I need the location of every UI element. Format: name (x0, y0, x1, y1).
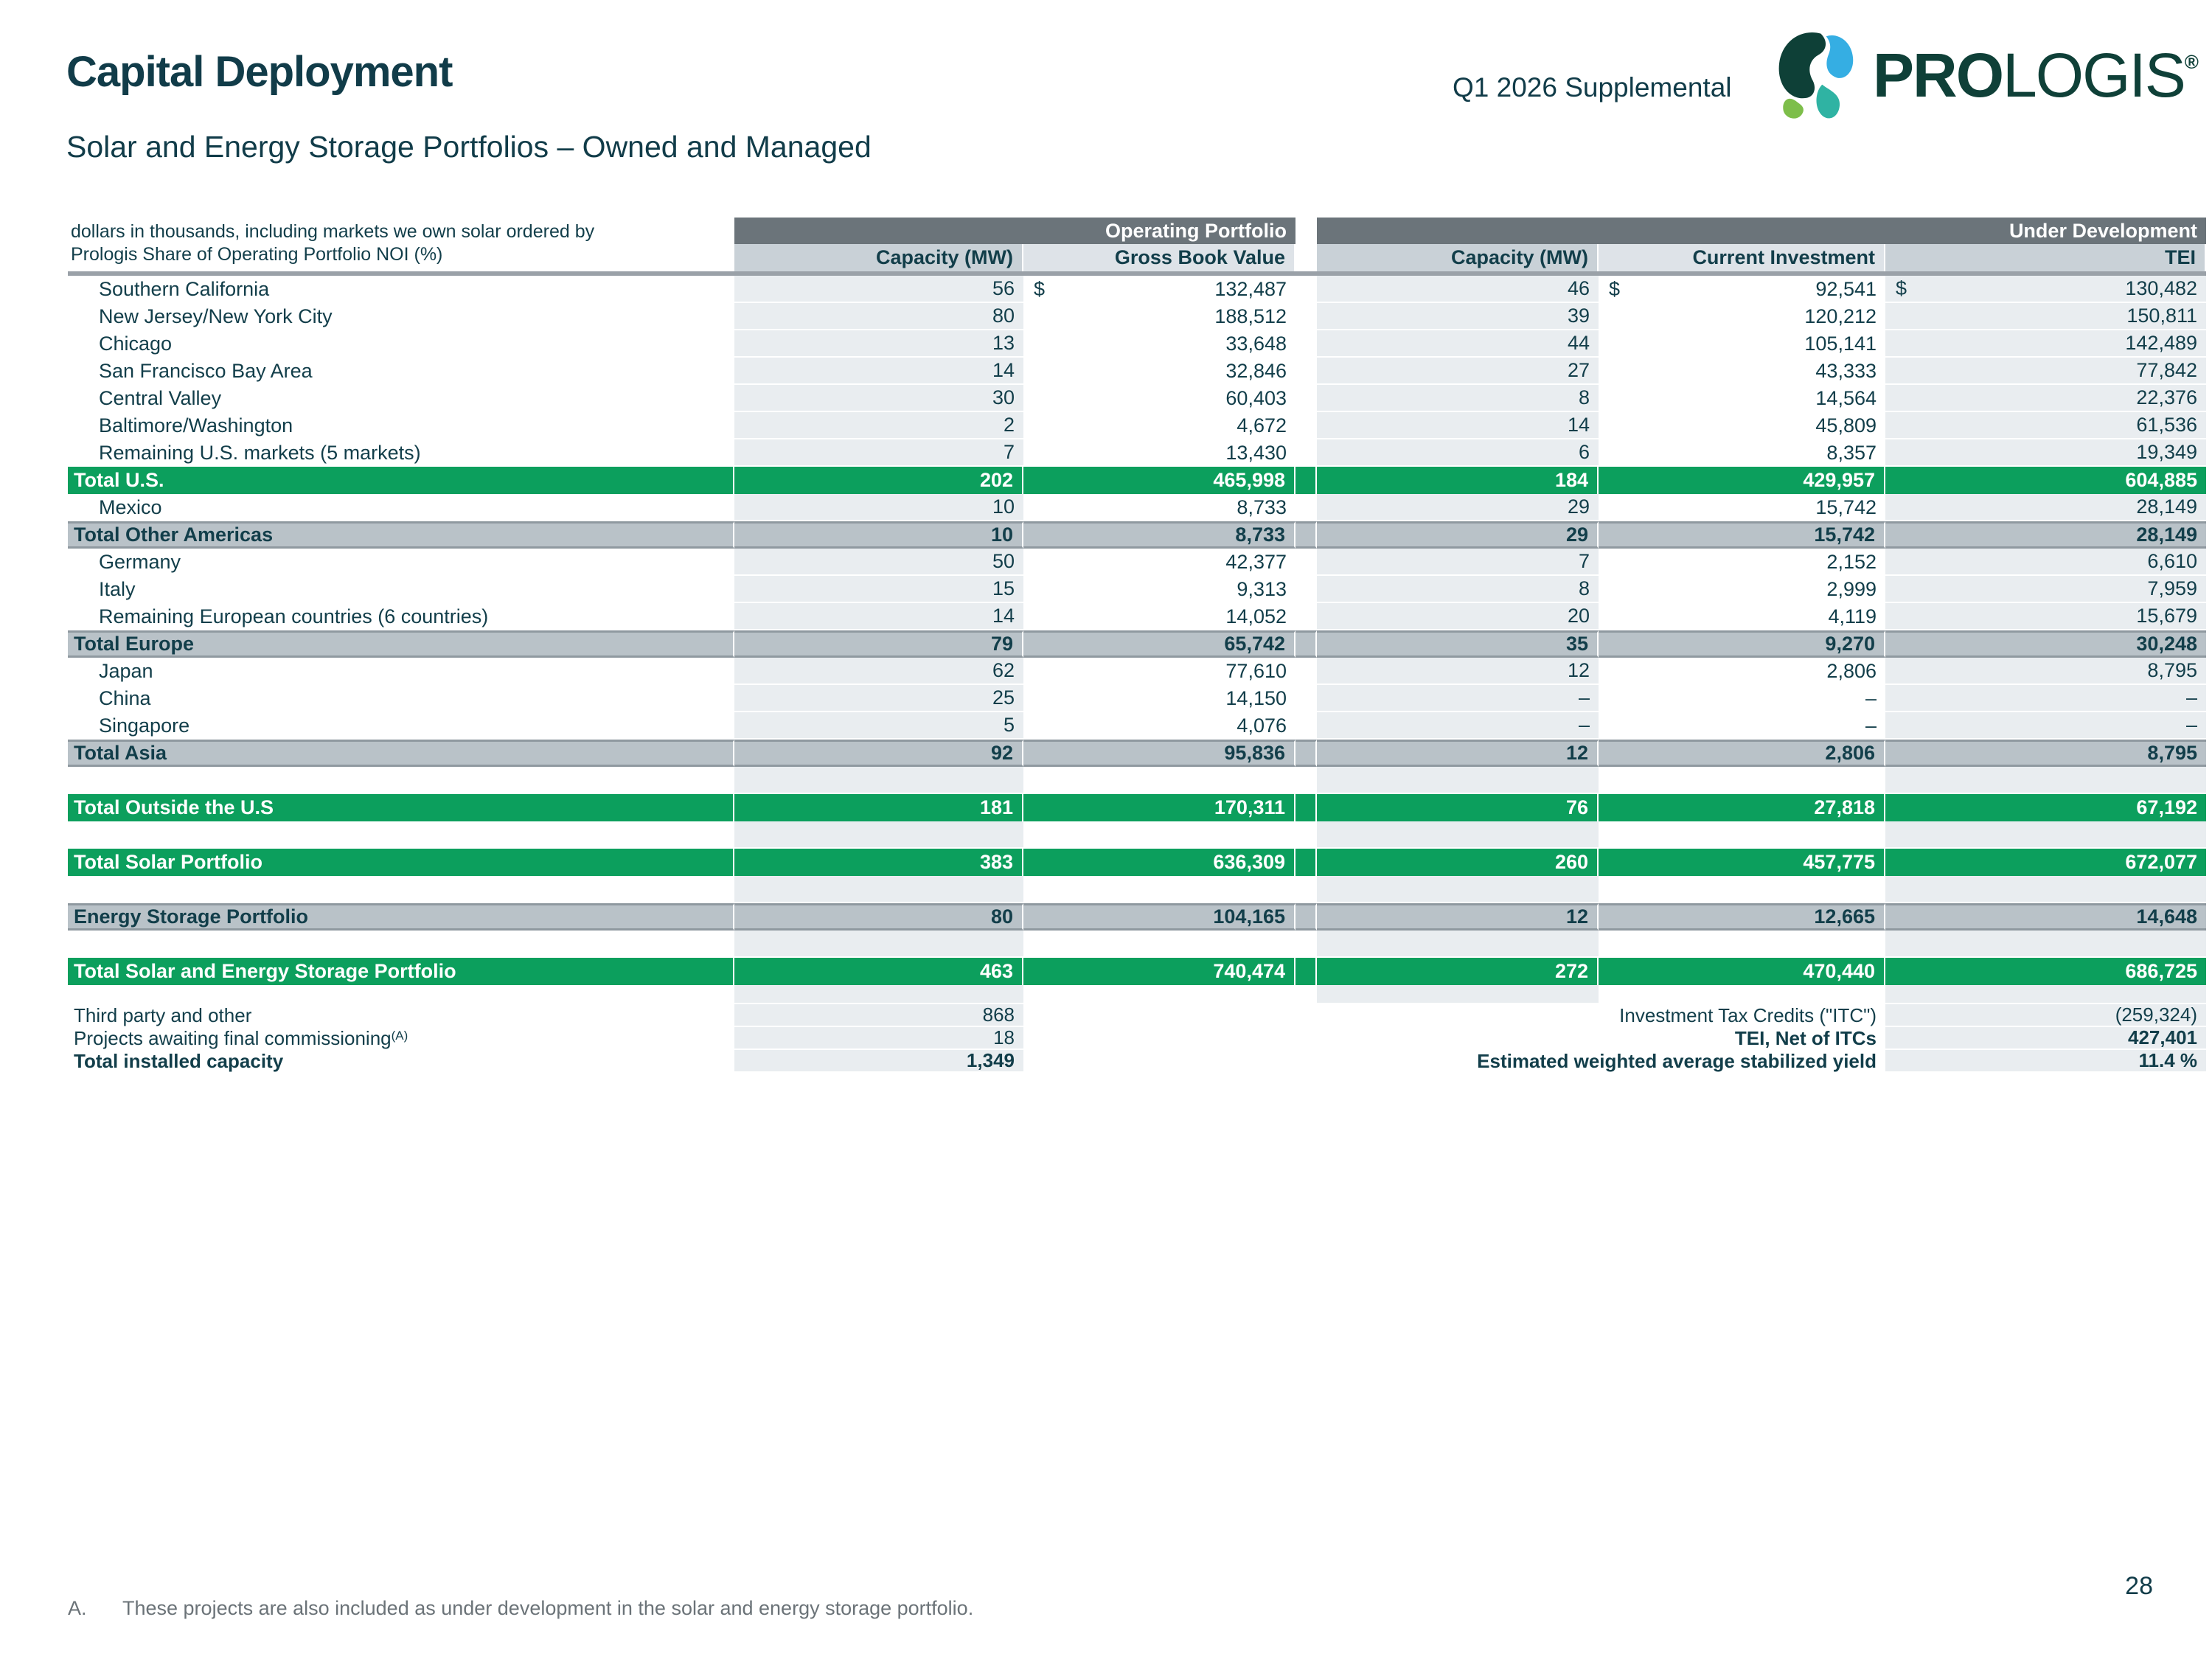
cell-tei: 28,149 (1885, 521, 2206, 549)
cell-gross-book-value (1023, 276, 1295, 303)
cell-current-investment: 14,564 (1815, 387, 1877, 409)
group-gap (1295, 876, 1317, 903)
cell-gross-book-value: 188,512 (1214, 305, 1287, 327)
group-gap (1295, 576, 1317, 603)
page-number: 28 (2125, 1572, 2153, 1600)
group-gap (1295, 767, 1317, 794)
row-label: Baltimore/Washington (99, 414, 293, 437)
row-label: China (99, 687, 151, 709)
total-row-label: Total Solar Portfolio (68, 849, 734, 876)
cell-capacity-mw-dev: 44 (1317, 330, 1599, 358)
cell-current-investment: 429,957 (1599, 467, 1885, 494)
cell-value: 132,487 (1214, 278, 1287, 300)
cell-tei: 22,376 (1885, 385, 2206, 412)
cell-capacity-mw: 80 (734, 303, 1023, 330)
cell-capacity-mw-dev: 20 (1317, 603, 1599, 630)
bottom-left-label-text: Total installed capacity (74, 1050, 284, 1072)
spacer-row-label (68, 767, 734, 794)
total-row-label: Total Outside the U.S (68, 794, 734, 821)
cell-tei: 77,842 (1885, 358, 2206, 385)
cell-current-investment: 105,141 (1804, 333, 1877, 355)
cell-gross-book-value: 4,076 (1237, 714, 1287, 737)
cell-gross-book-value: 95,836 (1023, 740, 1295, 767)
total-row-label: Total Solar and Energy Storage Portfolio (68, 958, 734, 985)
spacer-cell (734, 821, 1023, 849)
cell-capacity-mw: 5 (734, 712, 1023, 740)
cell-tei: 8,795 (1885, 658, 2206, 685)
cell-tei: – (1885, 712, 2206, 740)
row-label: Japan (99, 660, 153, 682)
group-gap (1295, 467, 1317, 494)
cell-tei: 150,811 (1885, 303, 2206, 330)
bottom-right-label: Estimated weighted average stabilized yield (1477, 1050, 1877, 1072)
cell-gross-book-value: 170,311 (1023, 794, 1295, 821)
page-title: Capital Deployment (66, 48, 453, 96)
cell-capacity-mw: 10 (734, 494, 1023, 521)
group-gap (1295, 244, 1317, 271)
cell-capacity-mw-dev: 8 (1317, 576, 1599, 603)
group-gap (1295, 330, 1317, 358)
group-gap (1295, 931, 1317, 958)
cell-tei: 19,349 (1885, 439, 2206, 467)
cell-gross-book-value: 9,313 (1237, 578, 1287, 600)
cell-tei: 61,536 (1885, 412, 2206, 439)
spacer-cell (1317, 985, 1599, 1004)
cell-current-investment: 470,440 (1599, 958, 1885, 985)
bottom-left-label-text: Projects awaiting final commissioning (74, 1027, 392, 1049)
cell-tei: – (1885, 685, 2206, 712)
prologis-logo (1775, 31, 2199, 119)
spacer-cell (1885, 931, 2206, 958)
bottom-left-value: 1,349 (734, 1050, 1023, 1073)
cell-capacity-mw-dev: – (1317, 685, 1599, 712)
cell-current-investment: 15,742 (1815, 496, 1877, 518)
cell-tei: 14,648 (1885, 903, 2206, 931)
cell-capacity-mw-dev: 184 (1317, 467, 1599, 494)
cell-gross-book-value: 13,430 (1225, 442, 1287, 464)
cell-capacity-mw: 80 (734, 903, 1023, 931)
bottom-left-label (68, 1004, 734, 1027)
spacer-cell (1023, 821, 1295, 849)
bottom-right-value: (259,324) (1885, 1004, 2206, 1027)
row-label: Mexico (99, 496, 162, 518)
cell-gross-book-value: 4,672 (1237, 414, 1287, 437)
cell-tei: 604,885 (1885, 467, 2206, 494)
spacer-cell (1023, 767, 1295, 794)
spacer-cell (1885, 767, 2206, 794)
row-label: Southern California (99, 278, 270, 300)
bottom-left-value: 18 (734, 1027, 1023, 1050)
cell-capacity-mw-dev: 260 (1317, 849, 1599, 876)
cell-gross-book-value: 465,998 (1023, 467, 1295, 494)
cell-tei: 30,248 (1885, 630, 2206, 658)
logo-wordmark (1873, 41, 2199, 110)
group-header-operating-portfolio: Operating Portfolio (734, 218, 1295, 244)
cell-capacity-mw-dev: 12 (1317, 903, 1599, 931)
spacer-cell (1023, 985, 1295, 1004)
cell-gross-book-value: 77,610 (1225, 660, 1287, 682)
row-label: San Francisco Bay Area (99, 360, 313, 382)
cell-gross-book-value: 42,377 (1225, 551, 1287, 573)
cell-gross-book-value: 14,052 (1225, 605, 1287, 627)
cell-capacity-mw-dev: 29 (1317, 494, 1599, 521)
column-header-tei: TEI (1885, 244, 2206, 271)
cell-capacity-mw-dev: 76 (1317, 794, 1599, 821)
group-gap (1295, 712, 1317, 740)
cell-capacity-mw-dev: 27 (1317, 358, 1599, 385)
empty-cell (1023, 1027, 1295, 1050)
cell-capacity-mw-dev: 12 (1317, 740, 1599, 767)
group-gap (1295, 1004, 1317, 1027)
cell-current-investment: 2,152 (1826, 551, 1877, 573)
bottom-left-value: 868 (734, 1004, 1023, 1027)
bottom-right-value: 11.4 % (1885, 1050, 2206, 1073)
cell-current-investment: 4,119 (1828, 605, 1877, 627)
bottom-right-value: 427,401 (1885, 1027, 2206, 1050)
cell-gross-book-value: 33,648 (1225, 333, 1287, 355)
empty-cell (1023, 1050, 1295, 1073)
bottom-right-label: TEI, Net of ITCs (1734, 1027, 1877, 1049)
cell-capacity-mw: 79 (734, 630, 1023, 658)
cell-tei: 7,959 (1885, 576, 2206, 603)
spacer-cell (1885, 821, 2206, 849)
cell-capacity-mw: 13 (734, 330, 1023, 358)
spacer-row-label (68, 821, 734, 849)
spacer-cell (1599, 985, 1885, 1004)
cell-gross-book-value: 8,733 (1237, 496, 1287, 518)
row-label: Chicago (99, 333, 173, 355)
group-gap (1295, 358, 1317, 385)
row-label: New Jersey/New York City (99, 305, 333, 327)
logo-word-bold: PRO (1873, 41, 2003, 110)
footnote-reference: (A) (391, 1029, 408, 1043)
group-gap (1295, 685, 1317, 712)
cell-capacity-mw-dev: 46 (1317, 276, 1599, 303)
cell-capacity-mw: 50 (734, 549, 1023, 576)
dollar-sign: $ (1896, 277, 1907, 299)
spacer-cell (1317, 876, 1599, 903)
group-gap (1295, 276, 1317, 303)
cell-gross-book-value: 60,403 (1225, 387, 1287, 409)
cell-capacity-mw-dev: 35 (1317, 630, 1599, 658)
cell-tei: 686,725 (1885, 958, 2206, 985)
spacer-cell (1885, 876, 2206, 903)
group-header-under-development: Under Development (1317, 218, 2206, 244)
cell-capacity-mw-dev: 39 (1317, 303, 1599, 330)
group-gap (1295, 1027, 1317, 1050)
group-gap (1295, 958, 1317, 985)
group-gap (1295, 630, 1317, 658)
cell-current-investment: 457,775 (1599, 849, 1885, 876)
row-label: Remaining European countries (6 countries) (99, 605, 489, 627)
cell-tei: 6,610 (1885, 549, 2206, 576)
spacer-cell (1023, 876, 1295, 903)
spacer-cell (734, 767, 1023, 794)
cell-current-investment: 9,270 (1599, 630, 1885, 658)
cell-capacity-mw: 56 (734, 276, 1023, 303)
cell-current-investment (1599, 276, 1885, 303)
cell-capacity-mw: 202 (734, 467, 1023, 494)
cell-current-investment: 15,742 (1599, 521, 1885, 549)
total-row-label: Total U.S. (68, 467, 734, 494)
group-gap (1295, 549, 1317, 576)
cell-current-investment: 12,665 (1599, 903, 1885, 931)
cell-gross-book-value: 104,165 (1023, 903, 1295, 931)
cell-value: 130,482 (2125, 277, 2197, 299)
spacer-cell (1317, 767, 1599, 794)
logo-globe-icon (1775, 31, 1858, 119)
cell-capacity-mw: 62 (734, 658, 1023, 685)
cell-current-investment: 120,212 (1804, 305, 1877, 327)
group-gap (1295, 385, 1317, 412)
cell-capacity-mw-dev: 6 (1317, 439, 1599, 467)
cell-capacity-mw: 10 (734, 521, 1023, 549)
cell-capacity-mw: 383 (734, 849, 1023, 876)
cell-gross-book-value: 14,150 (1225, 687, 1287, 709)
cell-tei: 8,795 (1885, 740, 2206, 767)
cell-tei: 15,679 (1885, 603, 2206, 630)
group-gap (1295, 658, 1317, 685)
group-gap (1295, 985, 1317, 1004)
spacer-cell (1599, 821, 1885, 849)
group-gap (1295, 603, 1317, 630)
spacer-cell (734, 985, 1023, 1004)
column-header-current-investment: Current Investment (1599, 244, 1885, 271)
footnote-text: These projects are also included as under development in the solar and energy storage portfolio. (122, 1597, 974, 1619)
cell-gross-book-value: 65,742 (1023, 630, 1295, 658)
bottom-right-label: Investment Tax Credits ("ITC") (1619, 1004, 1877, 1026)
dollar-sign: $ (1609, 278, 1621, 300)
group-gap (1295, 412, 1317, 439)
spacer-cell (734, 876, 1023, 903)
spacer-cell (1317, 821, 1599, 849)
spacer-row-label (68, 876, 734, 903)
cell-current-investment: 2,999 (1826, 578, 1877, 600)
group-gap (1295, 821, 1317, 849)
cell-capacity-mw-dev: 14 (1317, 412, 1599, 439)
spacer-cell (1599, 767, 1885, 794)
bottom-left-label (68, 1027, 734, 1050)
cell-capacity-mw-dev: 29 (1317, 521, 1599, 549)
cell-current-investment: 27,818 (1599, 794, 1885, 821)
registered-mark: ® (2184, 51, 2199, 73)
group-gap (1295, 218, 1317, 244)
total-row-label: Energy Storage Portfolio (68, 903, 734, 931)
column-header-capacity-development: Capacity (MW) (1317, 244, 1599, 271)
cell-capacity-mw-dev: – (1317, 712, 1599, 740)
spacer-row-label (68, 985, 734, 1004)
row-label: Remaining U.S. markets (5 markets) (99, 442, 421, 464)
cell-capacity-mw: 14 (734, 358, 1023, 385)
empty-cell (1023, 1004, 1295, 1027)
group-gap (1295, 740, 1317, 767)
cell-capacity-mw-dev: 8 (1317, 385, 1599, 412)
cell-tei: 67,192 (1885, 794, 2206, 821)
cell-current-investment: 45,809 (1815, 414, 1877, 437)
cell-current-investment: – (1865, 714, 1877, 737)
cell-capacity-mw: 2 (734, 412, 1023, 439)
cell-current-investment: 8,357 (1826, 442, 1877, 464)
page-subtitle: Solar and Energy Storage Portfolios – Owned and Managed (66, 130, 872, 164)
dollar-sign: $ (1034, 278, 1046, 300)
cell-tei: 142,489 (1885, 330, 2206, 358)
row-label: Italy (99, 578, 136, 600)
cell-capacity-mw: 7 (734, 439, 1023, 467)
group-gap (1295, 303, 1317, 330)
cell-capacity-mw: 14 (734, 603, 1023, 630)
cell-gross-book-value: 636,309 (1023, 849, 1295, 876)
group-gap (1295, 903, 1317, 931)
table-intro-line2: Prologis Share of Operating Portfolio NOI (%) (71, 244, 443, 265)
supplemental-label: Q1 2026 Supplemental (1453, 72, 1732, 102)
bottom-left-label-text: Third party and other (74, 1004, 252, 1026)
footnote (68, 1597, 973, 1620)
cell-capacity-mw: 30 (734, 385, 1023, 412)
group-gap (1295, 494, 1317, 521)
cell-capacity-mw-dev: 7 (1317, 549, 1599, 576)
spacer-cell (1023, 931, 1295, 958)
bottom-left-label (68, 1050, 734, 1073)
cell-capacity-mw: 25 (734, 685, 1023, 712)
group-gap (1295, 521, 1317, 549)
intro-corner (68, 218, 734, 244)
cell-gross-book-value: 32,846 (1225, 360, 1287, 382)
portfolio-table (68, 218, 2206, 1073)
spacer-cell (1885, 985, 2206, 1004)
row-label: Central Valley (99, 387, 222, 409)
group-gap (1295, 849, 1317, 876)
cell-current-investment: – (1865, 687, 1877, 709)
cell-capacity-mw: 15 (734, 576, 1023, 603)
group-gap (1295, 439, 1317, 467)
column-header-gross-book-value: Gross Book Value (1023, 244, 1295, 271)
total-row-label: Total Other Americas (68, 521, 734, 549)
cell-capacity-mw-dev: 272 (1317, 958, 1599, 985)
column-header-capacity-operating: Capacity (MW) (734, 244, 1023, 271)
cell-current-investment: 43,333 (1815, 360, 1877, 382)
spacer-cell (734, 931, 1023, 958)
total-row-label: Total Europe (68, 630, 734, 658)
group-gap (1295, 794, 1317, 821)
table-intro-line1: dollars in thousands, including markets we own solar ordered by (71, 221, 595, 242)
spacer-cell (1599, 876, 1885, 903)
cell-capacity-mw-dev: 12 (1317, 658, 1599, 685)
column-header-spacer (68, 244, 734, 271)
logo-word-light: LOGIS (2003, 41, 2185, 110)
row-label: Germany (99, 551, 181, 573)
spacer-row-label (68, 931, 734, 958)
footnote-marker: A. (68, 1597, 87, 1619)
row-label: Singapore (99, 714, 190, 737)
cell-tei (1885, 276, 2206, 303)
spacer-cell (1317, 931, 1599, 958)
cell-capacity-mw: 92 (734, 740, 1023, 767)
cell-value: 92,541 (1815, 278, 1877, 300)
cell-current-investment: 2,806 (1599, 740, 1885, 767)
spacer-cell (1599, 931, 1885, 958)
cell-tei: 28,149 (1885, 494, 2206, 521)
cell-current-investment: 2,806 (1826, 660, 1877, 682)
total-row-label: Total Asia (68, 740, 734, 767)
cell-tei: 672,077 (1885, 849, 2206, 876)
cell-gross-book-value: 740,474 (1023, 958, 1295, 985)
cell-gross-book-value: 8,733 (1023, 521, 1295, 549)
group-gap (1295, 1050, 1317, 1073)
cell-capacity-mw: 463 (734, 958, 1023, 985)
cell-capacity-mw: 181 (734, 794, 1023, 821)
